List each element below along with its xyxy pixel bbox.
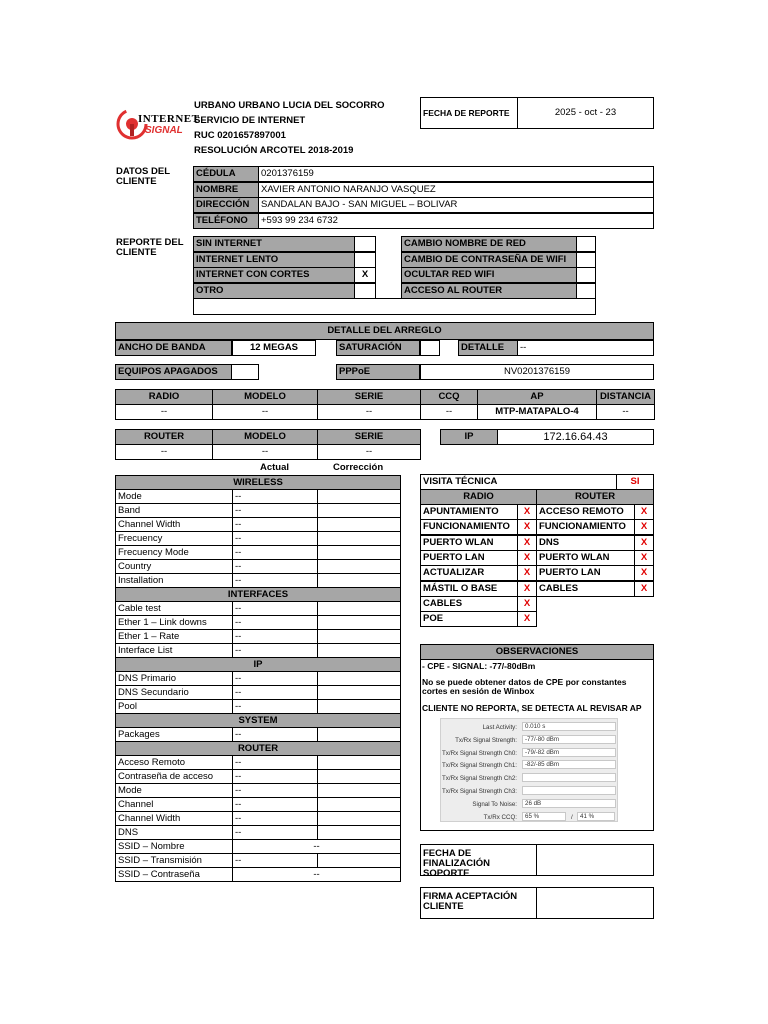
observation-detected: CLIENTE NO REPORTA, SE DETECTA AL REVISAR AP xyxy=(422,703,642,713)
winbox-row xyxy=(441,734,617,747)
report-option-checkbox[interactable] xyxy=(576,283,596,299)
config-row-correction[interactable] xyxy=(318,756,401,770)
router-table-header: ROUTER xyxy=(115,429,213,445)
config-row xyxy=(116,574,401,588)
config-row-actual[interactable]: -- xyxy=(233,728,318,742)
config-section-header: INTERFACES xyxy=(116,588,401,602)
radio-table-header: SERIE xyxy=(317,389,421,405)
config-row xyxy=(116,784,401,798)
config-row-label: Packages xyxy=(116,728,233,742)
router-table-header: SERIE xyxy=(317,429,421,445)
ip-label: IP xyxy=(440,429,498,445)
detail-value: -- xyxy=(517,340,654,356)
winbox-row xyxy=(441,721,617,734)
config-row xyxy=(116,616,401,630)
winbox-row-label: Signal To Noise: xyxy=(472,800,517,808)
config-row-label: Channel Width xyxy=(116,518,233,532)
config-row-actual[interactable]: -- xyxy=(233,812,318,826)
config-row-correction[interactable] xyxy=(318,630,401,644)
config-row xyxy=(116,518,401,532)
config-row-label: Frecuency Mode xyxy=(116,546,233,560)
config-row xyxy=(116,728,401,742)
winbox-screenshot xyxy=(440,718,618,822)
config-row-label: Contraseña de acceso xyxy=(116,770,233,784)
config-row-label: Mode xyxy=(116,784,233,798)
visit-radio-item: MÁSTIL O BASE xyxy=(420,581,518,597)
config-row-correction[interactable] xyxy=(318,644,401,658)
config-row xyxy=(116,756,401,770)
config-row-label: Ether 1 – Link downs xyxy=(116,616,233,630)
winbox-ccq-row xyxy=(441,811,617,824)
config-row-label: Acceso Remoto xyxy=(116,756,233,770)
client-field-value: XAVIER ANTONIO NARANJO VASQUEZ xyxy=(258,182,654,198)
visit-radio-header: RADIO xyxy=(420,489,537,505)
winbox-row-value: -82/-85 dBm xyxy=(522,760,616,769)
visit-radio-item: PUERTO WLAN xyxy=(420,535,518,551)
config-row-actual[interactable]: -- xyxy=(233,616,318,630)
visit-label: VISITA TÉCNICA xyxy=(420,474,617,490)
config-row xyxy=(116,868,401,882)
config-section-header: ROUTER xyxy=(116,742,401,756)
visit-radio-mark[interactable]: X xyxy=(517,565,537,581)
column-actual: Actual xyxy=(260,462,290,473)
config-row xyxy=(116,840,401,854)
observations-title: OBSERVACIONES xyxy=(420,644,654,660)
report-option-label: SIN INTERNET xyxy=(193,236,355,252)
config-row-label: DNS xyxy=(116,826,233,840)
winbox-row-label: Tx/Rx Signal Strength Ch2: xyxy=(442,775,517,783)
config-row xyxy=(116,546,401,560)
radio-table-cell: MTP-MATAPALO-4 xyxy=(477,404,597,420)
visit-radio-item: CABLES xyxy=(420,596,518,612)
visit-router-item: CABLES xyxy=(536,581,635,597)
config-section-header: WIRELESS xyxy=(116,476,401,490)
router-table-cell: -- xyxy=(212,444,318,460)
visit-router-item: DNS xyxy=(536,535,635,551)
finish-date-field[interactable] xyxy=(536,844,654,876)
config-row-actual[interactable]: -- xyxy=(233,644,318,658)
visit-router-header: ROUTER xyxy=(536,489,654,505)
config-row-actual[interactable]: -- xyxy=(233,798,318,812)
config-row-actual[interactable]: -- xyxy=(233,504,318,518)
saturation-label: SATURACIÓN xyxy=(336,340,420,356)
config-row-actual[interactable]: -- xyxy=(233,826,318,840)
visit-radio-item: PUERTO LAN xyxy=(420,550,518,566)
visit-radio-item: FUNCIONAMIENTO xyxy=(420,519,518,535)
visit-value: SI xyxy=(616,474,654,490)
config-row-label: Band xyxy=(116,504,233,518)
report-option-label: CAMBIO DE CONTRASEÑA DE WIFI xyxy=(401,252,577,268)
winbox-row-value: 26 dB xyxy=(522,799,616,808)
config-section-header: IP xyxy=(116,658,401,672)
ruc-number: RUC 0201657897001 xyxy=(194,130,286,141)
visit-radio-item: APUNTAMIENTO xyxy=(420,504,518,520)
config-row-correction[interactable] xyxy=(318,686,401,700)
equipment-off-value xyxy=(231,364,259,380)
config-section-header: SYSTEM xyxy=(116,714,401,728)
visit-radio-item: POE xyxy=(420,611,518,627)
logo-text-internet: INTERNET xyxy=(138,113,200,125)
config-row-correction[interactable] xyxy=(318,770,401,784)
config-row-label: Ether 1 – Rate xyxy=(116,630,233,644)
client-field-value: +593 99 234 6732 xyxy=(258,213,654,229)
config-row-actual[interactable]: -- xyxy=(233,700,318,714)
config-row-actual[interactable]: -- xyxy=(233,532,318,546)
visit-router-item: PUERTO LAN xyxy=(536,565,635,581)
config-row-label: SSID – Nombre xyxy=(116,840,233,854)
config-row-label: Mode xyxy=(116,490,233,504)
radio-table-header: AP xyxy=(477,389,597,405)
radio-table-cell: -- xyxy=(317,404,421,420)
visit-radio-mark[interactable]: X xyxy=(517,581,537,597)
winbox-row-value xyxy=(522,773,616,782)
radio-table-header: CCQ xyxy=(420,389,478,405)
logo-text-signal: SIGNAL xyxy=(145,125,183,136)
config-row-correction[interactable] xyxy=(318,616,401,630)
router-table-cell: -- xyxy=(115,444,213,460)
winbox-row-value: -79/-82 dBm xyxy=(522,748,616,757)
visit-radio-mark[interactable]: X xyxy=(517,611,537,627)
config-row-label: DNS Primario xyxy=(116,672,233,686)
config-row-actual[interactable]: -- xyxy=(233,490,318,504)
report-option-checkbox[interactable] xyxy=(576,252,596,268)
winbox-row-value: 0.010 s xyxy=(522,722,616,731)
report-section-label: REPORTE DEL CLIENTE xyxy=(116,237,184,258)
signature-field[interactable] xyxy=(536,887,654,919)
config-table xyxy=(115,475,401,882)
config-row-correction[interactable] xyxy=(318,574,401,588)
bandwidth-value: 12 MEGAS xyxy=(232,340,316,356)
config-row-actual[interactable]: -- xyxy=(233,518,318,532)
config-row-correction[interactable] xyxy=(318,826,401,840)
client-section-label: DATOS DEL CLIENTE xyxy=(116,166,170,187)
config-row xyxy=(116,672,401,686)
winbox-row xyxy=(441,759,617,772)
report-option-checkbox[interactable] xyxy=(354,236,376,252)
config-row xyxy=(116,644,401,658)
config-row-correction[interactable] xyxy=(318,532,401,546)
radio-table-cell: -- xyxy=(115,404,213,420)
config-row xyxy=(116,602,401,616)
config-row-correction[interactable] xyxy=(318,854,401,868)
report-option-label: ACCESO AL ROUTER xyxy=(401,283,577,299)
config-row-label: Channel Width xyxy=(116,812,233,826)
config-row-label: Interface List xyxy=(116,644,233,658)
report-option-label: OCULTAR RED WIFI xyxy=(401,267,577,283)
service-name: SERVICIO DE INTERNET xyxy=(194,115,306,126)
config-row-label: SSID – Transmisión xyxy=(116,854,233,868)
visit-radio-mark[interactable]: X xyxy=(517,596,537,612)
radio-table-header: RADIO xyxy=(115,389,213,405)
config-row-correction[interactable] xyxy=(318,602,401,616)
config-row xyxy=(116,798,401,812)
winbox-row xyxy=(441,747,617,760)
signature-label: FIRMA ACEPTACIÓN CLIENTE xyxy=(420,887,537,919)
observation-note: No se puede obtener datos de CPE por constantes cortes en sesión de Winbox xyxy=(422,677,627,696)
saturation-value xyxy=(420,340,440,356)
report-option-label: OTRO xyxy=(193,283,355,299)
winbox-row xyxy=(441,772,617,785)
visit-router-mark[interactable]: X xyxy=(634,519,654,535)
config-row xyxy=(116,700,401,714)
config-row-correction[interactable] xyxy=(318,560,401,574)
winbox-row xyxy=(441,798,617,811)
winbox-row-value xyxy=(522,786,616,795)
winbox-ccq-label: Tx/Rx CCQ: xyxy=(483,813,517,821)
config-row-actual[interactable]: -- xyxy=(233,784,318,798)
report-option-label: INTERNET LENTO xyxy=(193,252,355,268)
pppoe-value: NV0201376159 xyxy=(420,364,654,380)
config-row-correction[interactable] xyxy=(318,490,401,504)
config-row-actual[interactable]: -- xyxy=(233,854,318,868)
config-row xyxy=(116,770,401,784)
client-field-label: DIRECCIÓN xyxy=(193,197,259,213)
config-row xyxy=(116,560,401,574)
config-row-actual[interactable]: -- xyxy=(233,868,401,882)
config-row-actual[interactable]: -- xyxy=(233,574,318,588)
radio-table-cell: -- xyxy=(212,404,318,420)
winbox-ccq-separator: / xyxy=(571,813,573,821)
visit-router-item: FUNCIONAMIENTO xyxy=(536,519,635,535)
config-row-correction[interactable] xyxy=(318,518,401,532)
config-row-actual[interactable]: -- xyxy=(233,630,318,644)
pppoe-label: PPPoE xyxy=(336,364,420,380)
config-row xyxy=(116,686,401,700)
config-row-actual[interactable]: -- xyxy=(233,686,318,700)
radio-table-header: MODELO xyxy=(212,389,318,405)
arrangement-title: DETALLE DEL ARREGLO xyxy=(115,322,654,340)
config-row-correction[interactable] xyxy=(318,546,401,560)
config-row-label: SSID – Contraseña xyxy=(116,868,233,882)
radio-table-header: DISTANCIA xyxy=(596,389,655,405)
report-option-checkbox[interactable] xyxy=(576,267,596,283)
config-row-correction[interactable] xyxy=(318,784,401,798)
visit-router-mark[interactable]: X xyxy=(634,504,654,520)
visit-radio-mark[interactable]: X xyxy=(517,519,537,535)
client-field-value: SANDALAN BAJO - SAN MIGUEL – BOLIVAR xyxy=(258,197,654,213)
config-row-actual[interactable]: -- xyxy=(233,560,318,574)
config-row xyxy=(116,826,401,840)
config-row-actual[interactable]: -- xyxy=(233,546,318,560)
config-row-correction[interactable] xyxy=(318,812,401,826)
config-row-correction[interactable] xyxy=(318,700,401,714)
config-row xyxy=(116,812,401,826)
column-correction: Corrección xyxy=(333,462,384,473)
report-date-value: 2025 - oct - 23 xyxy=(517,97,654,129)
finish-date-label: FECHA DE FINALIZACIÓN SOPORTE xyxy=(420,844,537,876)
report-date-label: FECHA DE REPORTE xyxy=(420,97,518,129)
visit-radio-item: ACTUALIZAR xyxy=(420,565,518,581)
config-row-label: DNS Secundario xyxy=(116,686,233,700)
visit-router-mark[interactable]: X xyxy=(634,550,654,566)
config-row-label: Channel xyxy=(116,798,233,812)
config-row xyxy=(116,854,401,868)
config-row xyxy=(116,630,401,644)
client-field-label: CÉDULA xyxy=(193,166,259,182)
winbox-row-value: -77/-80 dBm xyxy=(522,735,616,744)
observation-signal: - CPE - SIGNAL: -77/-80dBm xyxy=(422,661,536,671)
config-row-correction[interactable] xyxy=(318,504,401,518)
config-row-actual[interactable]: -- xyxy=(233,602,318,616)
visit-radio-mark[interactable]: X xyxy=(517,504,537,520)
config-row-label: Country xyxy=(116,560,233,574)
winbox-row-label: Tx/Rx Signal Strength: xyxy=(455,736,517,744)
bandwidth-label: ANCHO DE BANDA xyxy=(115,340,232,356)
config-row-correction[interactable] xyxy=(318,672,401,686)
report-option-checkbox[interactable] xyxy=(354,252,376,268)
radio-table-cell: -- xyxy=(596,404,655,420)
config-row-label: Pool xyxy=(116,700,233,714)
report-notes-field xyxy=(193,298,596,315)
report-option-checkbox[interactable]: X xyxy=(354,267,376,283)
config-row-actual[interactable]: -- xyxy=(233,756,318,770)
detail-label: DETALLE xyxy=(458,340,518,356)
winbox-row-label: Tx/Rx Signal Strength Ch0: xyxy=(442,749,517,757)
ip-value: 172.16.64.43 xyxy=(497,429,654,445)
visit-radio-mark[interactable]: X xyxy=(517,550,537,566)
config-row-correction[interactable] xyxy=(318,728,401,742)
visit-radio-mark[interactable]: X xyxy=(517,535,537,551)
report-option-checkbox[interactable] xyxy=(354,283,376,299)
router-table-cell: -- xyxy=(317,444,421,460)
router-table-header: MODELO xyxy=(212,429,318,445)
visit-router-mark[interactable]: X xyxy=(634,535,654,551)
resolution: RESOLUCIÓN ARCOTEL 2018-2019 xyxy=(194,145,354,156)
config-row xyxy=(116,490,401,504)
config-row xyxy=(116,504,401,518)
company-logo xyxy=(115,104,200,146)
visit-router-item: ACCESO REMOTO xyxy=(536,504,635,520)
winbox-row-label: Tx/Rx Signal Strength Ch3: xyxy=(442,788,517,795)
report-option-checkbox[interactable] xyxy=(576,236,596,252)
config-row-actual[interactable]: -- xyxy=(233,840,401,854)
client-field-label: NOMBRE xyxy=(193,182,259,198)
winbox-ccq-rx: 41 % xyxy=(577,812,615,821)
visit-router-mark[interactable]: X xyxy=(634,565,654,581)
winbox-row-label: Tx/Rx Signal Strength Ch1: xyxy=(442,762,517,770)
config-row-label: Cable test xyxy=(116,602,233,616)
config-row-label: Installation xyxy=(116,574,233,588)
config-row-actual[interactable]: -- xyxy=(233,672,318,686)
report-option-label: INTERNET CON CORTES xyxy=(193,267,355,283)
config-row-actual[interactable]: -- xyxy=(233,770,318,784)
client-field-label: TELÉFONO xyxy=(193,213,259,229)
visit-router-mark[interactable]: X xyxy=(634,581,654,597)
equipment-off-label: EQUIPOS APAGADOS xyxy=(115,364,232,380)
config-row xyxy=(116,532,401,546)
visit-router-item: PUERTO WLAN xyxy=(536,550,635,566)
winbox-ccq-tx: 65 % xyxy=(522,812,566,821)
company-name: URBANO URBANO LUCIA DEL SOCORRO xyxy=(194,100,385,111)
client-field-value: 0201376159 xyxy=(258,166,654,182)
config-row-label: Frecuency xyxy=(116,532,233,546)
winbox-row-label: Last Activity: xyxy=(482,724,517,731)
winbox-row xyxy=(441,785,617,798)
radio-table-cell: -- xyxy=(420,404,478,420)
config-row-correction[interactable] xyxy=(318,798,401,812)
report-option-label: CAMBIO NOMBRE DE RED xyxy=(401,236,577,252)
